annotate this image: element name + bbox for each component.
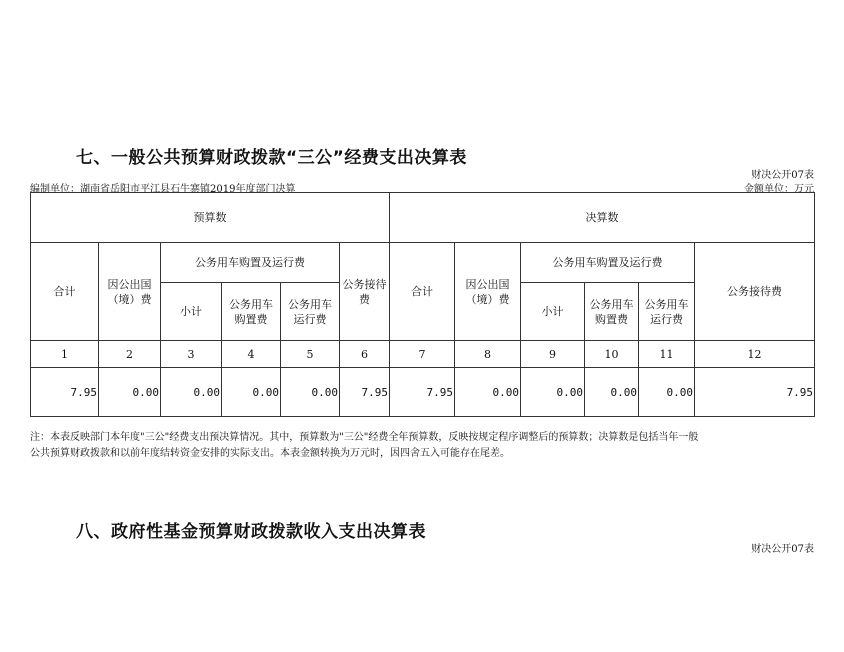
header-vehicle-purchase-budget: 公务用车购置费 [222, 283, 281, 341]
index-row [31, 341, 815, 368]
value-cell: 0.00 [281, 368, 340, 417]
value-cell: 7.95 [31, 368, 99, 417]
value-cell: 0.00 [161, 368, 222, 417]
header-reception-budget: 公务接待费 [340, 243, 390, 341]
header-total-budget: 合计 [31, 243, 99, 341]
index-cell: 9 [521, 341, 585, 368]
value-cell: 0.00 [222, 368, 281, 417]
section7-form-code: 财决公开07表 [751, 170, 814, 181]
header-final: 决算数 [390, 193, 815, 243]
header-abroad-budget: 因公出国（境）费 [99, 243, 161, 341]
index-cell: 11 [639, 341, 695, 368]
note-line-2: 公共预算财政拨款和以前年度结转资金安排的实际支出。本表金额转换为万元时，因四舍五入可能存在尾差。 [30, 448, 510, 459]
value-cell: 7.95 [340, 368, 390, 417]
header-subtotal-budget: 小计 [161, 283, 222, 341]
index-cell: 4 [222, 341, 281, 368]
index-cell: 3 [161, 341, 222, 368]
value-cell: 0.00 [585, 368, 639, 417]
section7-title: 七、一般公共预算财政拨款“三公”经费支出决算表 [76, 148, 467, 168]
header-budget: 预算数 [31, 193, 390, 243]
value-cell: 0.00 [455, 368, 521, 417]
value-cell: 0.00 [521, 368, 585, 417]
header-total-final: 合计 [390, 243, 455, 341]
section7-org: 编制单位：湖南省岳阳市平江县石牛寨镇2019年度部门决算 [30, 184, 296, 195]
index-cell: 7 [390, 341, 455, 368]
section8-form-code: 财决公开07表 [751, 544, 814, 555]
header-vehicle-purchase-final: 公务用车购置费 [585, 283, 639, 341]
header-reception-final: 公务接待费 [695, 243, 815, 341]
header-vehicle-running-budget: 公务用车运行费 [281, 283, 340, 341]
section7-unit: 金额单位：万元 [744, 184, 814, 195]
index-cell: 8 [455, 341, 521, 368]
value-cell: 7.95 [390, 368, 455, 417]
index-cell: 12 [695, 341, 815, 368]
header-vehicle-group-budget: 公务用车购置及运行费 [161, 243, 340, 283]
index-cell: 1 [31, 341, 99, 368]
note-line-1: 注：本表反映部门本年度"三公"经费支出预决算情况。其中，预算数为"三公"经费全年预算数，反映按规定程序调整后的预算数；决算数是包括当年一般 [30, 432, 699, 443]
header-abroad-final: 因公出国（境）费 [455, 243, 521, 341]
value-row [31, 368, 815, 417]
three-public-expenses-table [30, 192, 815, 417]
section8-title: 八、政府性基金预算财政拨款收入支出决算表 [76, 522, 426, 542]
index-cell: 5 [281, 341, 340, 368]
index-cell: 10 [585, 341, 639, 368]
index-cell: 6 [340, 341, 390, 368]
value-cell: 7.95 [695, 368, 815, 417]
value-cell: 0.00 [639, 368, 695, 417]
header-vehicle-group-final: 公务用车购置及运行费 [521, 243, 695, 283]
header-subtotal-final: 小计 [521, 283, 585, 341]
header-vehicle-running-final: 公务用车运行费 [639, 283, 695, 341]
table-note [30, 430, 820, 462]
value-cell: 0.00 [99, 368, 161, 417]
index-cell: 2 [99, 341, 161, 368]
